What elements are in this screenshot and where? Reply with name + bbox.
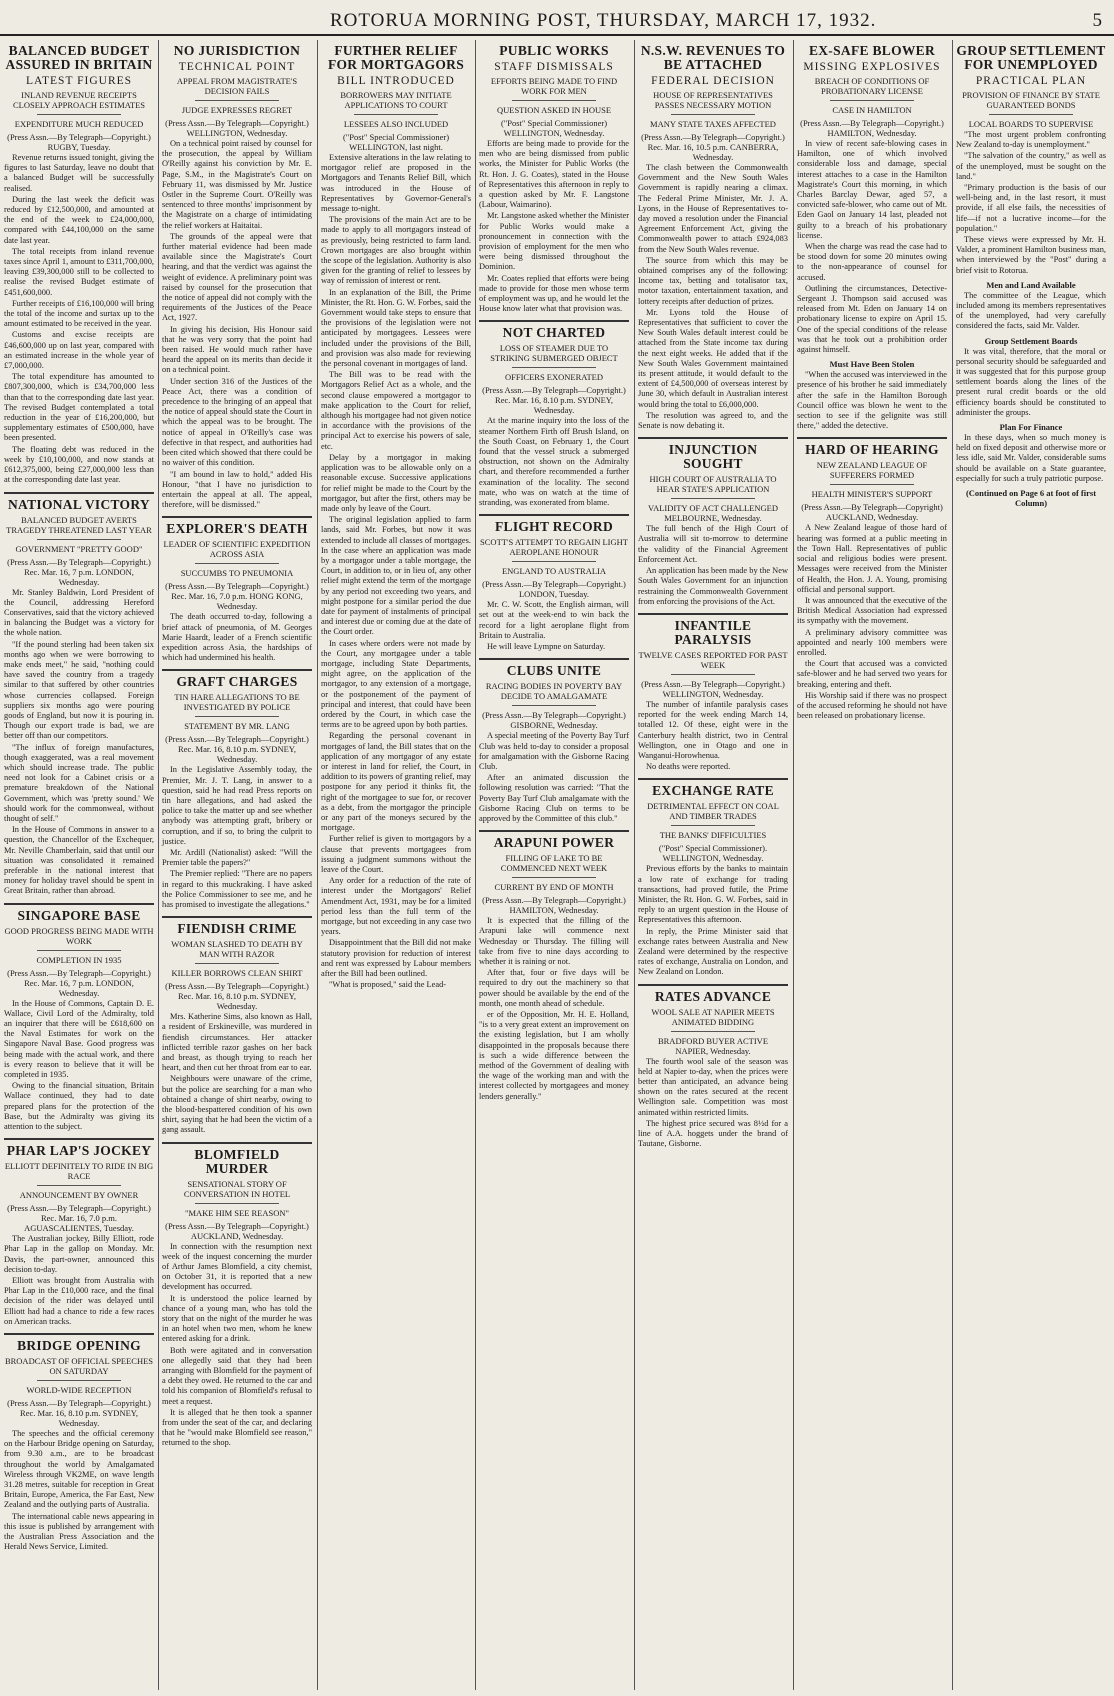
article-divider <box>4 1333 154 1335</box>
article-paragraph: It is alleged that he then took a spanner from under the seat of the car, and declaring that he "would make Blomfield see reason," returned to the shop. <box>162 1407 312 1448</box>
article <box>162 669 312 910</box>
article-headline: SINGAPORE BASE <box>17 907 141 923</box>
article-dateline: GISBORNE, Wednesday. <box>510 720 598 731</box>
article-deck: SCOTT'S ATTEMPT TO REGAIN LIGHT AEROPLANE HONOUR <box>480 537 628 558</box>
article-deck-secondary: CURRENT BY END OF MONTH <box>494 882 614 893</box>
headline-rule <box>671 114 755 115</box>
article-divider <box>479 658 629 660</box>
article-byline: (Press Assn.—By Telegraph—Copyright.) <box>165 734 309 745</box>
article-deck: GOOD PROGRESS BEING MADE WITH WORK <box>4 925 154 946</box>
article-dateline: NAPIER, Wednesday. <box>675 1045 751 1056</box>
article-paragraph: When the charge was read the case had to be stood down for some 20 minutes owing to the non-appearance of counsel for accused. <box>797 242 947 282</box>
article-deck: ELLIOTT DEFINITELY TO RIDE IN BIG RACE <box>4 1161 154 1182</box>
article-dateline: Rec. Mar. 16, 8.10 p.m. SYDNEY, Wednesday. <box>20 1408 138 1429</box>
article-subhead: BILL INTRODUCED <box>337 75 455 87</box>
article-dateline: Rec. Mar. 16, 7 p.m. LONDON, Wednesday. <box>24 977 134 998</box>
article-dateline: HAMILTON, Wednesday. <box>509 905 599 916</box>
headline-rule <box>671 1031 755 1032</box>
article-divider <box>638 984 788 986</box>
article <box>638 44 788 431</box>
article-dateline: Rec. Mar. 16, 8.10 p.m. SYDNEY, Wednesday. <box>178 991 296 1012</box>
article-paragraph: The grounds of the appeal were that further material evidence had been made available since the Magistrate's Court hearing, and that the verdict was against the weight of evidence. A preliminary point was raised by counsel for the prosecution that the notice of appeal did not comply with the requirements of the Justices of the Peace Act, 1927. <box>162 231 312 323</box>
article-paragraph: Revenue returns issued tonight, giving the figures to last Saturday, leave no doubt that a balanced Budget will be successfully realised. <box>4 153 154 193</box>
article-divider <box>479 514 629 516</box>
article-paragraph: Mr. Langstone asked whether the Minister for Public Works would make a pronouncement in connection with the provision of employment for the men who were being dismissed throughout the Dominion. <box>479 211 629 272</box>
article-divider <box>638 613 788 615</box>
article-paragraph: "I am bound in law to hold," added His Honour, "that I have no jurisdiction to entertain the appeal at all. The appeal, therefore, will be dismissed." <box>162 469 312 510</box>
article-headline: CLUBS UNITE <box>506 663 602 679</box>
article-divider <box>479 830 629 832</box>
article-paragraph: Mr. Stanley Baldwin, Lord President of the Council, addressing Hereford Conservatives, said that the victory achieved in balancing the Budget was a victory for the whole nation. <box>4 587 154 638</box>
article-paragraph: In the Legislative Assembly today, the Premier, Mr. J. T. Lang, in answer to a question, said he had read Press reports on tin hare allegations, and had asked the police to take the matter up and see whether anybody was attempting graft, bribery or corruption, and if so, to bring the culprit to justice. <box>162 765 312 846</box>
article-paragraph: The death occurred to-day, following a brief attack of pneumonia, of M. Georges Marie Haardt, leader of a French scientific expedition across Asia, the hardships of which had undermined his health. <box>162 612 312 663</box>
article-dateline: WELLINGTON, Wednesday. <box>503 128 605 138</box>
article <box>162 1142 312 1449</box>
article-paragraph: Mr. Coates replied that efforts were being made to provide for those men whose term of employment was up, and he would let the House know later what that provision was. <box>479 273 629 314</box>
column-rule <box>158 40 159 1690</box>
article-byline: (Press Assn.—By Telegraph—Copyright.) <box>482 385 626 396</box>
article-dateline: MELBOURNE, Wednesday. <box>664 513 762 524</box>
article-divider <box>638 437 788 439</box>
article-deck: SENSATIONAL STORY OF CONVERSATION IN HOTEL <box>183 1178 291 1199</box>
article-subhead: LATEST FIGURES <box>25 75 133 87</box>
headline-rule <box>195 100 279 101</box>
article-deck-secondary: ANNOUNCEMENT BY OWNER <box>19 1190 139 1201</box>
article-divider <box>162 669 312 671</box>
article-dateline: WELLINGTON, Wednesday. <box>186 128 288 138</box>
article-deck-secondary: QUESTION ASKED IN HOUSE <box>496 105 612 115</box>
article-paragraph: the Court that accused was a convicted safe-blower and he had served two years for breaking, entering and theft. <box>797 659 947 689</box>
article-byline: (Press Assn.—By Telegraph—Copyright) <box>801 502 943 513</box>
column-2 <box>158 40 316 1690</box>
article-paragraph: "The salvation of the country," as well as of the unemployed, must be sought on the land." <box>956 151 1106 181</box>
article-paragraph: It is understood the police learned by chance of a young man, who has told the story that on the night of the murder he was in an hotel when two men, whom he knew entered asking for a drink. <box>162 1293 312 1344</box>
article-paragraph: Regarding the personal covenant in mortgages of land, the Bill states that on the application of any mortgagor of any estate or interest in land for relief, the Court, in addition to its powers of granting relief, may postpone for any period it thinks fit, the right of the mortgagee to sue for, or recover as a debt, from the mortgagor the principle or any part of the moneys secured by the mortgage. <box>321 731 471 833</box>
article-deck: BORROWERS MAY INITIATE APPLICATIONS TO COURT <box>340 90 452 110</box>
article-paragraph: Further relief is given to mortgagors by a clause that prevents mortgagees from issuing a judgment summons without the leave of the Court. <box>321 834 471 875</box>
headline-rule <box>37 1380 121 1381</box>
article-paragraph: Under section 316 of the Justices of the Peace Act, there was a condition of precedence to the bringing of an appeal that the notice of appeal should state the Court in which the appeal was to be brought. The notice of appeal in O'Reilly's case was defective in that respect, and authorities had been cited which showed that there could be no waiver of this condition. <box>162 376 312 468</box>
article-deck-secondary: "MAKE HIM SEE REASON" <box>185 1207 289 1218</box>
article-deck-secondary: SUCCUMBS TO PNEUMONIA <box>180 568 294 579</box>
article-deck: BREACH OF CONDITIONS OF PROBATIONARY LICENSE <box>814 76 930 96</box>
article-headline: BALANCED BUDGET ASSURED IN BRITAIN <box>5 43 153 72</box>
article-paragraph: "What is proposed," said the Lead- <box>329 980 447 990</box>
article <box>162 516 312 663</box>
article-paragraph: Owing to the financial situation, Britain Wallace continued, they had to date prepared plans for the protection of the Base, but the Admiralty was giving its attention to the subject. <box>4 1081 154 1132</box>
article-headline: FURTHER RELIEF FOR MORTGAGORS <box>327 43 465 72</box>
article-divider <box>797 437 947 439</box>
column-1 <box>0 40 158 1690</box>
article-deck: APPEAL FROM MAGISTRATE'S DECISION FAILS <box>176 76 298 96</box>
article-byline: (Press Assn.—By Telegraph—Copyright.) <box>7 1203 151 1214</box>
article-byline: ("Post" Special Commissioner). <box>658 843 768 854</box>
article-paragraph: In the House of Commons in answer to a question, the Chancellor of the Exchequer, Mr. Neville Chamberlain, said that until our situation was consolidated it remained preferable in the national interest that money for holiday travel should be spent in Great Britain, rather than abroad. <box>4 825 154 896</box>
article-paragraph: In connection with the resumption next week of the inquest concerning the murder of Arthur James Blomfield, a city chemist, on October 31, it is reported that a new development has occurred. <box>162 1241 312 1292</box>
column-6 <box>793 40 951 1690</box>
article-headline: BRIDGE OPENING <box>17 1338 141 1354</box>
article-paragraph: Elliott was brought from Australia with Phar Lap in the £10,000 race, and the final decision of the rider was delayed until Elliott had had a chance to ride a few races on American tracks. <box>4 1276 154 1326</box>
article-paragraph: A special meeting of the Poverty Bay Turf Club was held to-day to consider a proposal for amalgamation with the Gisborne Racing Club. <box>479 731 629 771</box>
article-paragraph: Further receipts of £16,100,000 will bring the total of the income and surtax up to the amount estimated to be received in the year. <box>4 298 154 329</box>
article <box>479 320 629 508</box>
article-dateline: Rec. Mar. 16, 10.5 p.m. CANBERRA, Wednesday. <box>647 142 779 162</box>
article-byline: ("Post" Special Commissioner) <box>342 132 450 142</box>
article-paragraph: At the marine inquiry into the loss of the steamer Northern Firth off Brush Island, on the South Coast, on February 1, the Court found that the vessel struck a submerged obstruction, not shown on the Admiralty chart, and therefore recommended a further examination of the locality. The second mate, who was on watch at the time of stranding, was exonerated from blame. <box>479 416 629 508</box>
article-deck-secondary: CASE IN HAMILTON <box>832 105 912 115</box>
article-deck-secondary: KILLER BORROWS CLEAN SHIRT <box>171 968 303 979</box>
article-byline: (Press Assn.—By Telegraph—Copyright.) <box>482 895 626 906</box>
article-byline: (Press Assn.—By Telegraph—Copyright.) <box>482 579 626 590</box>
article-subhead: PRACTICAL PLAN <box>975 75 1087 87</box>
article-paragraph: A New Zealand league of those hard of hearing was formed at a public meeting in the Town Hall. Representatives of public social and religious bodies were present. Messages were received from the Minister of Health, the Hon. J. A. Young, promising official and personal support. <box>797 523 947 594</box>
article <box>638 437 788 607</box>
headline-rule <box>195 716 279 717</box>
article-deck: TWELVE CASES REPORTED FOR PAST WEEK <box>638 649 788 670</box>
article-dateline: Rec. Mar. 16, 7 p.m. LONDON, Wednesday. <box>24 566 134 587</box>
article-deck: INLAND REVENUE RECEIPTS CLOSELY APPROACH ESTIMATES <box>12 90 146 110</box>
article-deck: RACING BODIES IN POVERTY BAY DECIDE TO AMALGAMATE <box>485 681 623 702</box>
article-byline: ("Post" Special Commissioner) <box>500 118 608 128</box>
article <box>4 44 154 486</box>
article-headline: N.S.W. REVENUES TO BE ATTACHED <box>640 43 786 72</box>
article-dateline: WELLINGTON, Wednesday. <box>662 853 764 864</box>
article-paragraph: The clash between the Commonwealth Government and the New South Wales Government is rapidly nearing a climax. The Federal Prime Minister, Mr. J. A. Lyons, in the House of Representatives to-day moved a resolution under the Financial Agreement Enforcement Act, giving the Commonwealth power to attach £924,083 from the New South Wales revenue. <box>638 163 788 254</box>
column-rule <box>317 40 318 1690</box>
article-deck: LOSS OF STEAMER DUE TO STRIKING SUBMERGED OBJECT <box>490 343 618 364</box>
article-paragraph: Mr. C. W. Scott, the English airman, will set out at the week-end to win back the record for a light aeroplane flight from Britain to Australia. <box>479 600 629 640</box>
article-paragraph: The Premier replied: "There are no papers in regard to this muckraking. I have asked the Police Commissioner to see me, and he has promised to investigate the allegations." <box>162 869 312 909</box>
article-deck: FILLING OF LAKE TO BE COMMENCED NEXT WEEK <box>500 853 608 874</box>
article-paragraph: "If the pound sterling had been taken six months ago when we were borrowing to make ends meet," he said, "nothing could have saved the country from a tragedy similar to that suffered by other countries whose currencies collapsed. Foreign suppliers six months ago were pouring goods of England, but now it is pouring in. Though our export trade is bad, we are better off than our competitors. <box>4 639 154 741</box>
article-paragraph: "Primary production is the basis of our well-being and, in the last resort, it must provide, if all else fails, the necessities of life—if not a lucrative income—for the population." <box>956 183 1106 233</box>
article-paragraph: The provisions of the main Act are to be made to apply to all mortgagors instead of as previously, being restricted to farm land. Crown mortgages are also brought within the scope of the legislation. Authority is also given for the granting of relief to lessees by way of remission of interest or rent. <box>321 215 471 286</box>
headline-rule <box>512 877 596 878</box>
article <box>4 903 154 1133</box>
masthead-title: ROTORUA MORNING POST, THURSDAY, MARCH 17, 1932. <box>330 10 877 31</box>
article-headline: GRAFT CHARGES <box>176 674 298 690</box>
article-deck: DETRIMENTAL EFFECT ON COAL AND TIMBER TRADES <box>647 801 779 822</box>
article-paragraph: The speeches and the official ceremony on the Harbour Bridge opening on Saturday, from 9.30 a.m., are to be broadcast throughout the world by Amalgamated Wireless through VK2ME, on wave length 31.28 metres, suitable for reception in Great Britain, Europe, America, the Far East, New Zealand and the outlying parts of Australia. <box>4 1429 154 1510</box>
headline-rule <box>830 100 914 101</box>
article-paragraph: It was announced that the executive of the British Medical Association had expressed its sympathy with the movement. <box>797 595 947 626</box>
article-paragraph: In the House of Commons, Captain D. E. Wallace, Civil Lord of the Admiralty, told an inquirer that there will be £618,600 on the Naval Estimates for work on the Singapore Naval Base. Good progress was being made with the actual work, and there is every reason to believe that it will be completed in 1935. <box>4 998 154 1080</box>
article-deck-secondary: STATEMENT BY MR. LANG <box>184 721 290 732</box>
article <box>162 916 312 1135</box>
article-headline: EX-SAFE BLOWER <box>808 43 936 58</box>
article-subhead: FEDERAL DECISION <box>651 75 775 87</box>
article-paragraph: The total expenditure has amounted to £807,300,000, which is £34,700,000 less than that to the corresponding date last year. The revised Budget contemplated a total reduction in the year of £16,200,000, but supplementary estimates of £500,000, have been presented. <box>4 372 154 443</box>
article-deck: TIN HARE ALLEGATIONS TO BE INVESTIGATED BY POLICE <box>174 692 300 713</box>
article-paragraph: Customs and excise receipts are £46,600,000 up on last year, compared with an estimated increase in the whole year of £7,000,000. <box>4 330 154 371</box>
article-divider <box>162 1142 312 1144</box>
article-dateline: Rec. Mar. 16, 8.10 p.m. SYDNEY, Wednesday. <box>495 395 613 416</box>
article-paragraph: The highest price secured was 8½d for a line of A.A. hoggets under the brand of Tautane, Gisborne. <box>638 1118 788 1149</box>
page-number: 5 <box>1092 10 1102 31</box>
article-dateline: WELLINGTON, last night. <box>349 142 443 152</box>
article-headline: BLOMFIELD MURDER <box>194 1146 280 1176</box>
article-paragraph: In cases where orders were not made by the Court, any mortgagee under a table mortgage, including State Departments, might agree, on the application of the mortgagor, to any extension of a mortgage, or the postponement of the payment of principal and interest, that could have been ordered by the Court, in which case the terms are to be agreed upon by both parties. <box>321 638 471 730</box>
article-paragraph: In reply, the Prime Minister said that exchange rates between Australia and New Zealand were determined by the respective rates of exchange, Australia on London, and New Zealand on London. <box>638 926 788 977</box>
article <box>479 514 629 652</box>
article-paragraph: Delay by a mortgagor in making application was to be allowable only on a reasonable excuse. Successive applications for relief might be made to the Court by the mortgagor, but after the first, others may be made only by leave of the Court. <box>321 452 471 513</box>
headline-rule <box>671 498 755 499</box>
headline-rule <box>195 1203 279 1204</box>
headline-rule <box>37 114 121 115</box>
article <box>162 44 312 510</box>
article-subhead: MISSING EXPLOSIVES <box>803 61 941 73</box>
column-4 <box>475 40 633 1690</box>
article-deck-secondary: LESSEES ALSO INCLUDED <box>343 119 449 129</box>
article <box>321 44 471 990</box>
article-paragraph: In these days, when so much money is held on fixed deposit and otherwise more or less idle, said Mr. Valder, considerable sums should be available on a State guarantee, especially for such a truly patriotic purpose. <box>956 433 1106 483</box>
article-deck: HIGH COURT OF AUSTRALIA TO HEAR STATE'S APPLICATION <box>649 474 777 495</box>
article <box>479 658 629 824</box>
headline-rule <box>354 114 438 115</box>
section-subheading: Plan For Finance <box>999 422 1063 433</box>
article <box>956 44 1106 508</box>
article-dateline: LONDON, Tuesday. <box>518 589 590 600</box>
article-paragraph: In giving his decision, His Honour said that he was very sorry that the point had been raised. He would much rather have heard the appeal on its merits than decide it on a technical point. <box>162 324 312 375</box>
article-dateline: Rec. Mar. 16, 7.0 p.m. HONG KONG, Wednesday. <box>171 591 303 612</box>
article-paragraph: The Australian jockey, Billy Elliott, rode Phar Lap in the gallop on Monday. Mr. Davis, the part-owner, announced this decision to-day. <box>4 1234 154 1274</box>
article-paragraph: It is expected that the filling of the Arapuni lake will commence next Wednesday or Thursday. The filling will take from five to nine days according to whether it is raining or not. <box>479 916 629 966</box>
article-divider <box>638 778 788 780</box>
article <box>4 1138 154 1327</box>
headline-rule <box>37 539 121 540</box>
article-paragraph: Extensive alterations in the law relating to mortgagor relief are proposed in the Mortgagors and Tenants Relief Bill, which was introduced in the House of Representatives by Governor-General's message to-night. <box>321 153 471 214</box>
article-deck: HOUSE OF REPRESENTATIVES PASSES NECESSARY MOTION <box>653 90 773 110</box>
article <box>479 830 629 1102</box>
article-deck-secondary: GOVERNMENT "PRETTY GOOD" <box>15 543 143 554</box>
article-paragraph: The floating debt was reduced in the week by £10,100,000, and now stands at £612,375,000, being £27,000,000 less than at the corresponding date last year. <box>4 444 154 485</box>
article-deck-secondary: ENGLAND TO AUSTRALIA <box>501 566 607 577</box>
column-3 <box>317 40 475 1690</box>
article-deck: BROADCAST OF OFFICIAL SPEECHES ON SATURDAY <box>4 1356 154 1377</box>
article-deck-secondary: MANY STATE TAXES AFFECTED <box>650 119 776 129</box>
section-subheading: Must Have Been Stolen <box>829 359 915 370</box>
article <box>797 44 947 431</box>
headline-rule <box>37 950 121 951</box>
article-byline: (Press Assn.—By Telegraph—Copyright.) <box>165 581 309 592</box>
article-deck-secondary: OFFICERS EXONERATED <box>505 372 603 383</box>
headline-rule <box>830 484 914 485</box>
article-deck-secondary: LOCAL BOARDS TO SUPERVISE <box>968 119 1094 129</box>
article-paragraph: er of the Opposition, Mr. H. E. Holland, "is to a very great extent an improvement on the existing legislation, but I am wholly disappointed in the proposals because there is such a wide difference between the method of the Government of dealing with the wage of the working man and with the interest collected by mortgagees and money lenders generally." <box>479 1009 629 1101</box>
article-deck: LEADER OF SCIENTIFIC EXPEDITION ACROSS ASIA <box>163 539 311 560</box>
article-deck-secondary: JUDGE EXPRESSES REGRET <box>181 105 293 115</box>
article-dateline: AUCKLAND, Wednesday. <box>825 512 919 523</box>
article-byline: (Press Assn.—By Telegraph—Copyright.) <box>641 678 785 689</box>
article-divider <box>4 903 154 905</box>
article-headline: PHAR LAP'S JOCKEY <box>6 1143 152 1159</box>
article <box>638 613 788 772</box>
article-byline: (Press Assn.—By Telegraph—Copyright.) <box>482 710 626 721</box>
article-deck-secondary: HEALTH MINISTER'S SUPPORT <box>811 489 933 500</box>
headline-rule <box>671 674 755 675</box>
article-paragraph: Neighbours were unaware of the crime, but the police are searching for a man who obtained a change of shirt nearby, owing to the blood-bespattered condition of his own shirt, saying that he had been the victim of a gang assault. <box>162 1074 312 1135</box>
article-byline: (Press Assn.—By Telegraph—Copyright.) <box>7 967 151 978</box>
article-paragraph: In an explanation of the Bill, the Prime Minister, the Rt. Hon. G. W. Forbes, said the Government would take steps to ensure that the provisions of the legislation were not anticipated by mortgagees. Lessees were included under the provisions of the Bill, and provision was also made for reviewing the personal covenant in mortgages of land. <box>321 287 471 369</box>
article-divider <box>479 320 629 322</box>
column-rule <box>793 40 794 1690</box>
article-deck-secondary: EXPENDITURE MUCH REDUCED <box>14 119 144 129</box>
article-paragraph: The total receipts from inland revenue taxes since April 1, amount to £311,700,000, leaving £39,300,000 still to be collected to realise the revised Budget estimate of £451,600,000. <box>4 246 154 297</box>
article-deck-secondary: WORLD-WIDE RECEPTION <box>26 1385 132 1396</box>
article-headline: INFANTILE PARALYSIS <box>674 617 752 647</box>
article-paragraph: Both were agitated and in conversation one allegedly said that they had been arranging with Blomfield for the payment of a debt they owed. He returned to the car and told his companion of Blomfield's refusal to meet a request. <box>162 1345 312 1406</box>
article-deck: BALANCED BUDGET AVERTS TRAGEDY THREATENED LAST YEAR <box>6 514 152 535</box>
article-paragraph: The full bench of the High Court of Australia will sit to-morrow to determine the validity of the Financial Agreement Enforcement Act. <box>638 524 788 564</box>
article-deck: PROVISION OF FINANCE BY STATE GUARANTEED BONDS <box>962 90 1100 110</box>
article-paragraph: Mrs. Katherine Sims, also known as Hall, a resident of Erskineville, was murdered in fiendish circumstances. Her attacker inflicted terrible razor gashes on her back and breast, as though trying to reach her heart, and then cut her throat from ear to ear. <box>162 1012 312 1073</box>
headline-rule <box>989 114 1073 115</box>
article-paragraph: In view of recent safe-blowing cases in Hamilton, one of which involved considerable loss and damage, special interest attaches to a case in the Hamilton Magistrate's Court this morning, in which Charles Barclay Dewar, aged 57, a convicted safe-blower, who came out of Mt. Eden Gaol on January 14 last, pleaded not guilty to a breach of his probationary license. <box>797 139 947 240</box>
article-paragraph: He will leave Lympne on Saturday. <box>487 642 606 652</box>
article-divider <box>162 916 312 918</box>
section-subheading: Men and Land Available <box>986 279 1076 290</box>
article-paragraph: The original legislation applied to farm lands, said Mr. Forbes, but now it was extended to include all classes of mortgages. In the case where an application was made by a mortgagor under a table mortgage, the Court, in addition to, or in lieu of, any other relief might extend the term of the mortgage by any period not exceeding two years, and might postpone for a similar period the due date for payment of instalments of principal and interest due or coming due at the date of the Court order. <box>321 515 471 637</box>
article-divider <box>162 516 312 518</box>
article-byline: (Press Assn.—By Telegraph—Copyright.) <box>7 556 151 567</box>
article-headline: RATES ADVANCE <box>654 988 772 1004</box>
article-dateline: RUGBY, Tuesday. <box>47 142 111 152</box>
article-paragraph: During the last week the deficit was reduced by £12,500,000, and amounted at the end of the week to £24,000,000, compared with £44,100,000 on the same date last year. <box>4 194 154 245</box>
article-paragraph: On a technical point raised by counsel for the prosecution, the appeal by William O'Reilly against his conviction by Mr. E. Page, S.M., in the Magistrate's Court on February 11, was dismissed by Mr. Justice Ostler in the Supreme Court. O'Reilly was sentenced to three months' imprisonment by the Magistrate on a charge of intimidating the relief workers at Haitaitai. <box>162 139 312 230</box>
article-headline: INJUNCTION SOUGHT <box>668 442 758 472</box>
article <box>479 44 629 314</box>
headline-rule <box>512 367 596 368</box>
article-paragraph: Mr. Ardill (Nationalist) asked: "Will the Premier table the papers?" <box>162 847 312 868</box>
article-deck-secondary: VALIDITY OF ACT CHALLENGED <box>648 503 778 514</box>
article-subhead: TECHNICAL POINT <box>178 61 296 73</box>
article-paragraph: The fourth wool sale of the season was held at Napier to-day, when the prices were better than anticipated, an advance being shown on the rates secured at the recent Wellington sale. Competition was most animated within restricted limits. <box>638 1056 788 1117</box>
article-deck: WOMAN SLASHED TO DEATH BY MAN WITH RAZOR <box>171 939 303 960</box>
article-headline: FIENDISH CRIME <box>177 921 297 937</box>
column-5 <box>634 40 792 1690</box>
article-paragraph: Previous efforts by the banks to maintain a low rate of exchange for trading transactions, had proved futile, the Prime Minister, the Rt. Hon. G. W. Forbes, said in reply to an urgent question in the House of Representatives this afternoon. <box>638 864 788 925</box>
article-dateline: Rec. Mar. 16, 7.0 p.m. AGUASCALIENTES, Tuesday. <box>24 1213 134 1234</box>
article-paragraph: The committee of the League, which included among its members representatives of the unemployed, had very carefully considered the facts, said Mr. Valder. <box>956 290 1106 331</box>
article-headline: EXPLORER'S DEATH <box>166 521 308 537</box>
headline-rule <box>512 561 596 562</box>
article-byline: (Press Assn.—By Telegraph—Copyright.) <box>7 1398 151 1409</box>
article-paragraph: Any order for a reduction of the rate of interest under the Mortgagors' Relief Amendment Act, 1931, may be for a limited period less than the full term of the mortgage, but not exceeding in any case two years. <box>321 876 471 937</box>
article-deck-secondary: BRADFORD BUYER ACTIVE <box>657 1035 769 1046</box>
column-7 <box>952 40 1110 1690</box>
headline-rule <box>671 825 755 826</box>
column-rule <box>952 40 953 1690</box>
article-paragraph: An application has been made by the New South Wales Government for an injunction restraining the Commonwealth Government from enforcing the provisions of the Act. <box>638 566 788 606</box>
article-divider <box>4 1138 154 1140</box>
article-byline: (Press Assn.—By Telegraph—Copyright.) <box>800 118 944 128</box>
article-dateline: WELLINGTON, Wednesday. <box>662 688 764 699</box>
article <box>797 437 947 721</box>
article-headline: NO JURISDICTION <box>173 43 301 58</box>
article-headline: ARAPUNI POWER <box>493 835 615 851</box>
headline-rule <box>195 963 279 964</box>
article-headline: NATIONAL VICTORY <box>8 496 150 512</box>
article-dateline: AUCKLAND, Wednesday. <box>190 1230 284 1241</box>
article-dateline: Rec. Mar. 16, 8.10 p.m. SYDNEY, Wednesday. <box>178 744 296 765</box>
article-paragraph: Mr. Lyons told the House of Representatives that sufficient to cover the New South Wales default interest could be attached from the State income tax during the next eight weeks. He added that if the New South Wales Government maintained its present attitude, it would default to the extent of £4,500,000 of overseas interest by June 30, which default in Australian interest would bring the total to £6,000,000. <box>638 307 788 409</box>
article-deck-secondary: THE BANKS' DIFFICULTIES <box>659 830 767 841</box>
article-paragraph: The international cable news appearing in this issue is published by arrangement with the Australian Press Association and the Herald News Service, Limited. <box>4 1511 154 1552</box>
article-paragraph: "When the accused was interviewed in the presence of his brother he said immediately after the safe in the Hamilton Borough Council office was blown he went to the section to see if the gelignite was still there," added the detective. <box>797 370 948 431</box>
article-headline: GROUP SETTLEMENT FOR UNEMPLOYED <box>956 43 1106 72</box>
article-deck: EFFORTS BEING MADE TO FIND WORK FOR MEN <box>490 76 618 96</box>
article-paragraph: After an animated discussion the following resolution was carried: "That the Poverty Bay Turf Club amalgamate with the Gisborne Racing Club on terms to be approved by the Committee of this club." <box>479 773 629 823</box>
article-paragraph: It was vital, therefore, that the moral or personal security should be safeguarded and it was suggested that for this purpose group settlement boards along the lines of the present rural credit boards or the old efficiency boards should be constituted to administer the groups. <box>956 346 1106 417</box>
article-byline: (Press Assn.—By Telegraph—Copyright.) <box>165 1220 309 1231</box>
article-headline: HARD OF HEARING <box>805 442 939 458</box>
article <box>638 778 788 977</box>
article-deck: WOOL SALE AT NAPIER MEETS ANIMATED BIDDING <box>651 1006 775 1027</box>
article-paragraph: Disappointment that the Bill did not make statutory provision for reduction of interest and rent was expressed by Labour members after the Bill had been outlined. <box>321 938 471 979</box>
article <box>4 1333 154 1552</box>
column-rule <box>634 40 635 1690</box>
article-paragraph: After that, four or five days will be required to dry out the machinery so that power should be available by the end of the month, one month ahead of schedule. <box>479 968 629 1008</box>
continued-note: (Continued on Page 6 at foot of first Column) <box>965 488 1097 509</box>
article-paragraph: His Worship said if there was no prospect of the accused reforming he should not have been released on probationary license. <box>797 690 947 721</box>
article-subhead: STAFF DISMISSALS <box>494 61 614 73</box>
headline-rule <box>512 705 596 706</box>
article-byline: (Press Assn.—By Telegraph—Copyright.) <box>7 132 151 142</box>
headline-rule <box>195 563 279 564</box>
masthead <box>0 0 1114 36</box>
article-headline: NOT CHARTED <box>502 325 606 341</box>
column-rule <box>475 40 476 1690</box>
article <box>638 984 788 1150</box>
article <box>4 492 154 897</box>
article-paragraph: The Bill was to be read with the Mortgagors Relief Act as a whole, and the second clause empowered a mortgagor to make application to the Court for relief, although his mortgagee had not given notice in accordance with the provisions of the principal Act to exercise his powers of sale, etc. <box>321 370 471 451</box>
article-paragraph: Outlining the circumstances, Detective-Sergeant J. Thompson said accused was released from Mt. Eden on January 14 on probationary license to expire on April 15. One of the special conditions of the release was that he took out a prohibition order against himself. <box>797 283 947 355</box>
article-paragraph: The number of infantile paralysis cases reported for the week ending March 14, totalled 12. Of these, eight were in the Canterbury health district, two in Central Wellington, one in Otago and one in Wanganui-Horowhenua. <box>638 699 788 760</box>
article-paragraph: These views were expressed by Mr. H. Valder, a prominent Hamilton business man, when interviewed by the "Post" during a brief visit to Rotorua. <box>956 235 1106 275</box>
section-subheading: Group Settlement Boards <box>984 335 1078 346</box>
article-deck-secondary: COMPLETION IN 1935 <box>36 954 122 965</box>
article-byline: (Press Assn.—By Telegraph—Copyright.) <box>165 118 309 128</box>
article-paragraph: No deaths were reported. <box>646 762 731 772</box>
article-byline: (Press Assn.—By Telegraph—Copyright.) <box>641 132 785 142</box>
article-paragraph: The source from which this may be obtained comprises any of the following: Income tax, betting and totalisator tax, motor taxation, entertainment taxation, and lottery receipts after deduction of prizes. <box>638 255 788 306</box>
article-divider <box>4 492 154 494</box>
article-byline: (Press Assn.—By Telegraph—Copyright.) <box>165 981 309 992</box>
article-paragraph: "The most urgent problem confronting New Zealand to-day is unemployment." <box>956 130 1106 150</box>
article-paragraph: "The influx of foreign manufactures, though exaggerated, was a real movement which should increase trade. The public need not look for a Cabinet crisis or a premature breakdown of the National Government, which was 'pretty sound.' We should work for the commonweal, without thought of self." <box>4 742 154 823</box>
article-dateline: HAMILTON, Wednesday. <box>827 128 917 138</box>
article-deck: NEW ZEALAND LEAGUE OF SUFFERERS FORMED <box>816 460 928 481</box>
article-headline: FLIGHT RECORD <box>494 519 614 535</box>
article-paragraph: A preliminary advisory committee was appointed and nearly 100 members were enrolled. <box>797 627 947 657</box>
headline-rule <box>37 1185 121 1186</box>
article-headline: PUBLIC WORKS <box>499 43 609 58</box>
article-paragraph: Efforts are being made to provide for the men who are being dismissed from public works, the Minister for Public Works (the Rt. Hon. J. G. Coates), stated in the House of Representatives this afternoon in reply to a question asked by Mr. F. Langstone (Labour, Waimarino). <box>479 139 629 210</box>
article-paragraph: The resolution was agreed to, and the Senate is now debating it. <box>638 410 788 431</box>
article-headline: EXCHANGE RATE <box>652 783 774 799</box>
headline-rule <box>512 100 596 101</box>
